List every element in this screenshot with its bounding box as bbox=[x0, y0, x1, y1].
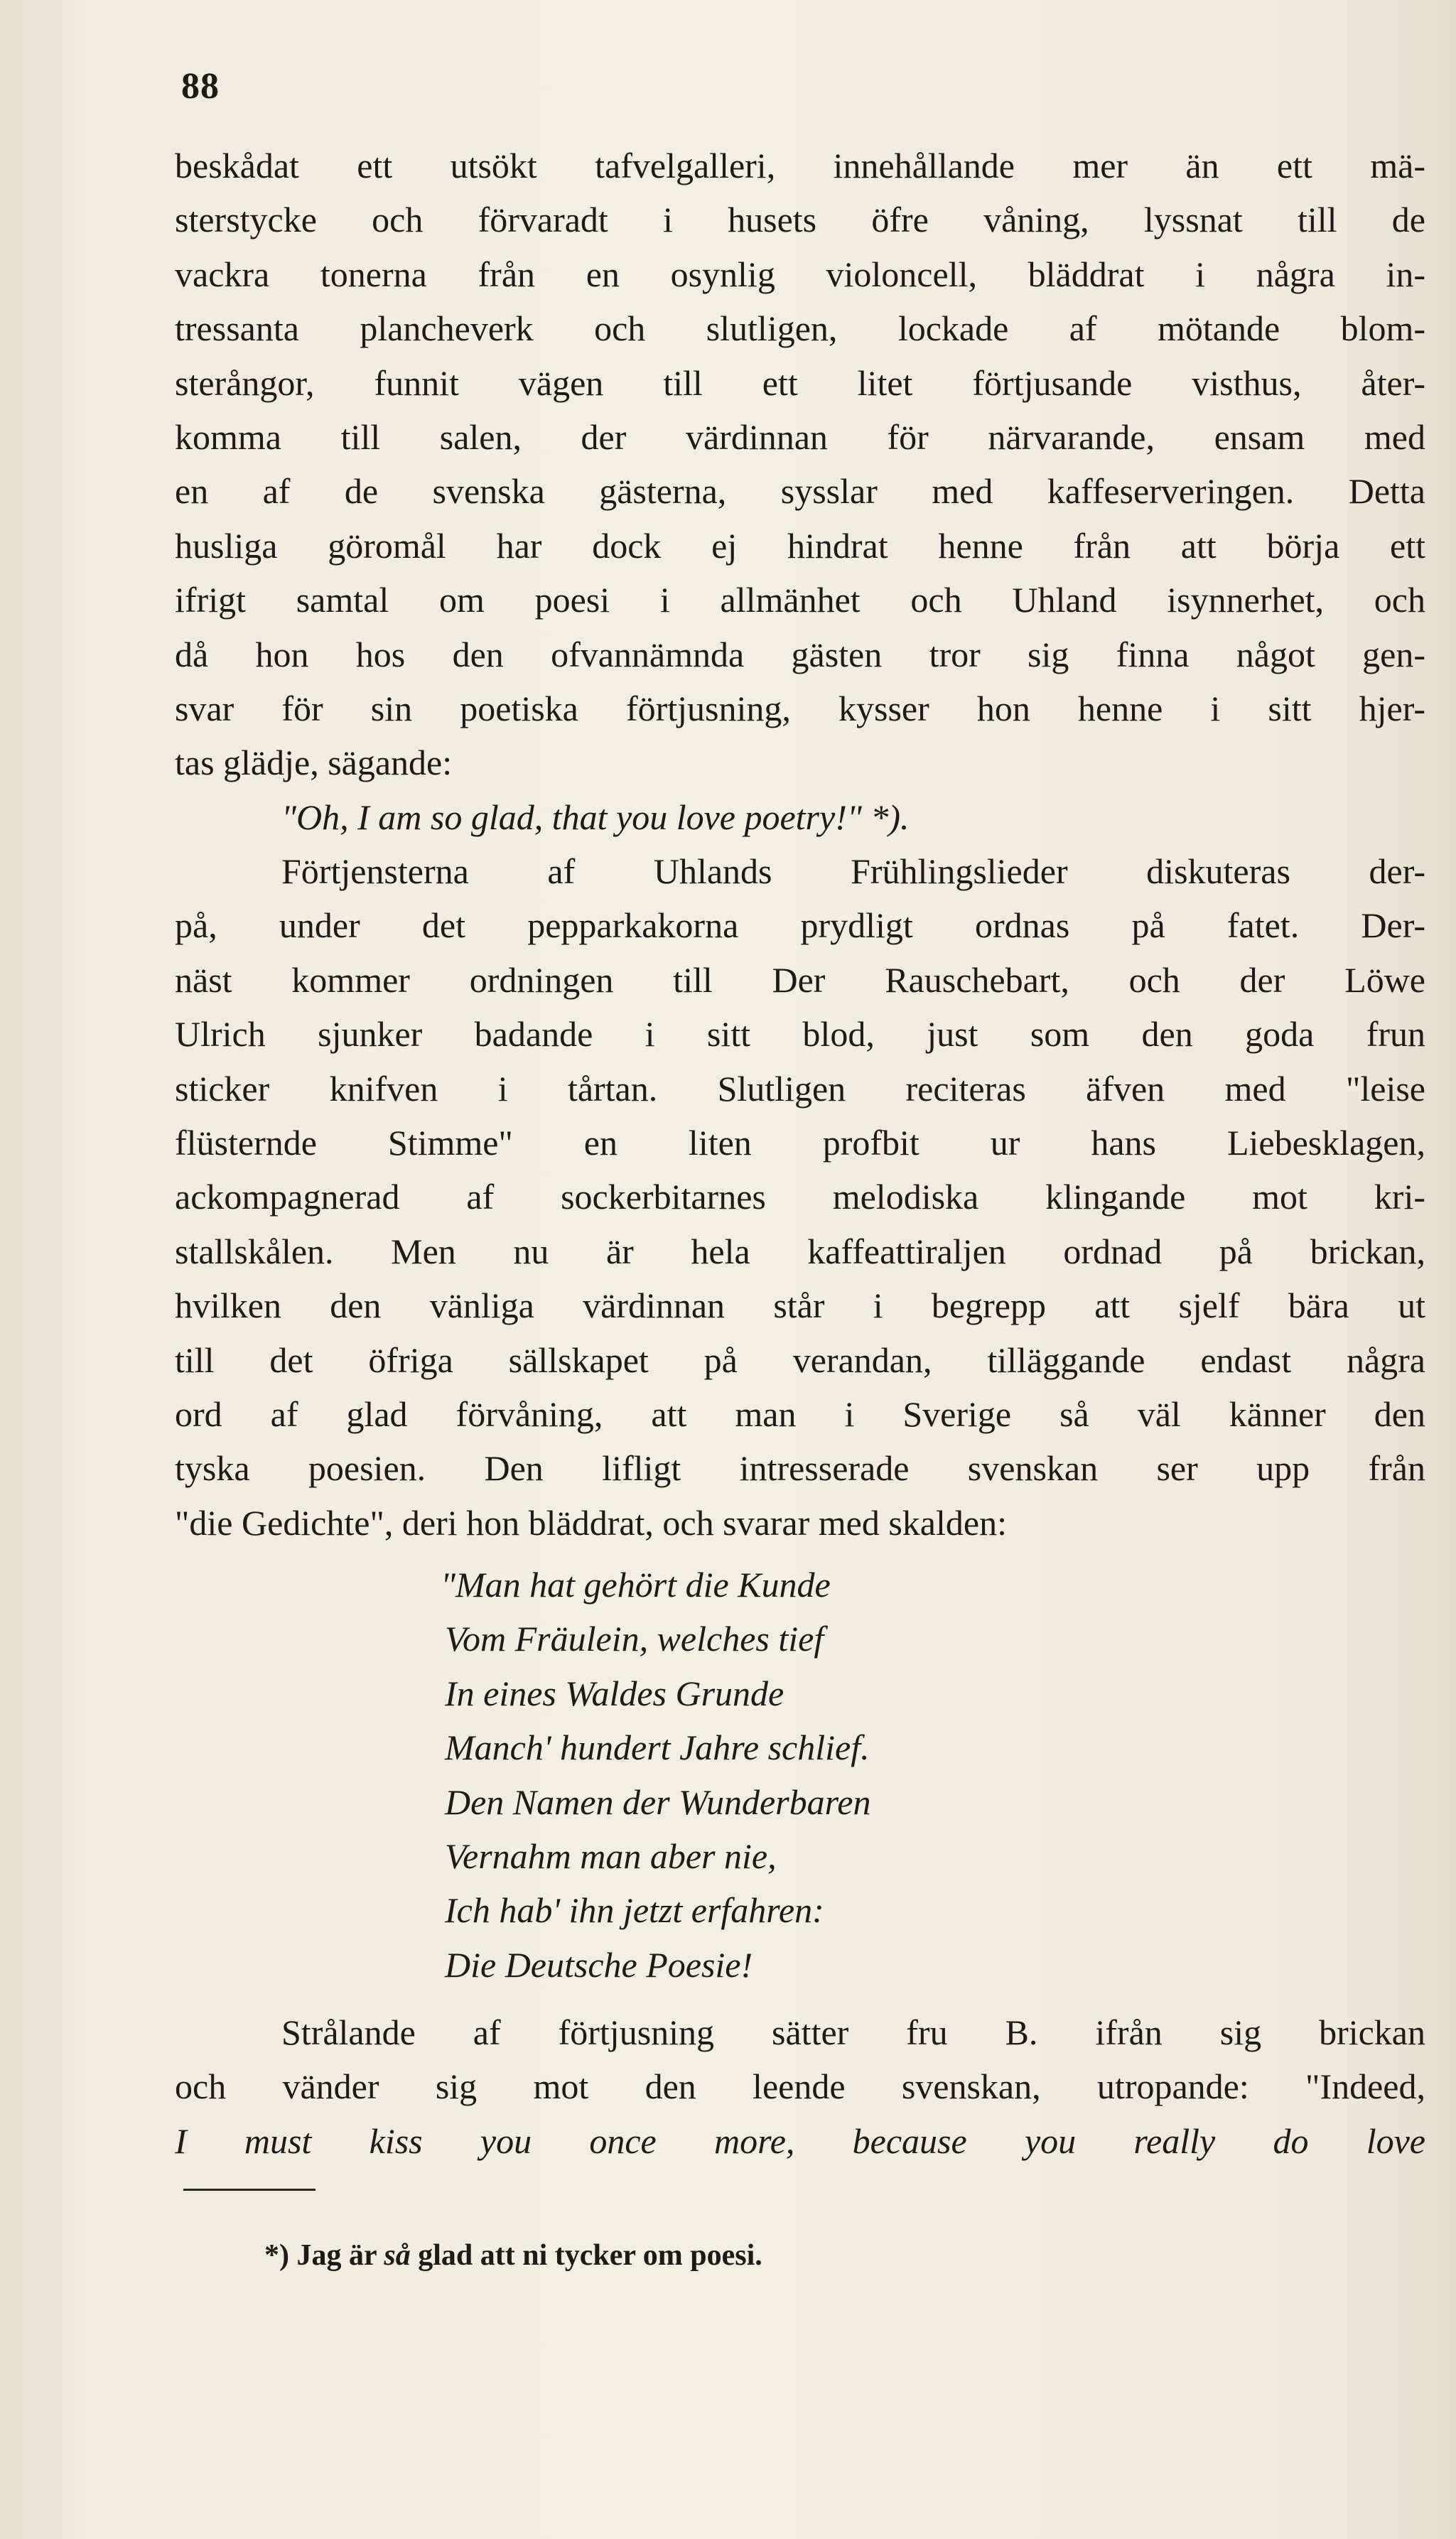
text-line: ord af glad förvåning, att man i Sverige så väl känner den bbox=[175, 1394, 1425, 1434]
poem-line: Ich hab' ihn jetzt erfahren: bbox=[445, 1890, 824, 1931]
text-line: till det öfriga sällskapet på verandan, tilläggande endast några bbox=[175, 1339, 1425, 1380]
text-line: hvilken den vänliga värdinnan står i begrepp att sjelf bära ut bbox=[175, 1285, 1425, 1326]
footnote bbox=[264, 2238, 762, 2273]
poem-line: Vom Fräulein, welches tief bbox=[445, 1619, 824, 1659]
text-line: Strålande af förtjusning sätter fru B. ifrån sig brickan bbox=[281, 2012, 1425, 2052]
text-line: näst kommer ordningen till Der Rauschebart, och der Löwe bbox=[175, 959, 1425, 1000]
text-line: ackompagnerad af sockerbitarnes melodiska klingande mot kri- bbox=[175, 1177, 1425, 1217]
text-line: sterångor, funnit vägen till ett litet förtjusande visthus, åter- bbox=[175, 362, 1425, 403]
footnote-text-end: glad att ni tycker om poesi. bbox=[418, 2239, 762, 2272]
text-line: en af de svenska gästerna, sysslar med kaffeserveringen. Detta bbox=[175, 471, 1425, 512]
poem-line: Die Deutsche Poesie! bbox=[445, 1944, 753, 1985]
poem-line: "Man hat gehört die Kunde bbox=[441, 1565, 831, 1605]
text-line: på, under det pepparkakorna prydligt ordnas på fatet. Der- bbox=[175, 905, 1425, 946]
text-line: "die Gedichte", deri hon bläddrat, och svarar med skalden: bbox=[175, 1502, 1007, 1543]
text-line: Ulrich sjunker badande i sitt blod, just som den goda frun bbox=[175, 1014, 1425, 1055]
text-line: tas glädje, sägande: bbox=[175, 743, 453, 783]
poem-line: Vernahm man aber nie, bbox=[445, 1835, 777, 1876]
text-line: stallskålen. Men nu är hela kaffeattiraljen ordnad på brickan, bbox=[175, 1231, 1425, 1271]
text-line: husliga göromål har dock ej hindrat henne från att börja ett bbox=[175, 525, 1425, 566]
text-line: då hon hos den ofvannämnda gästen tror sig finna något gen- bbox=[175, 634, 1425, 674]
text-line: sterstycke och förvaradt i husets öfre våning, lyssnat till de bbox=[175, 200, 1425, 240]
english-quote: "Oh, I am so glad, that you love poetry!" *). bbox=[281, 797, 910, 837]
text-line: flüsternde Stimme" en liten profbit ur hans Liebesklagen, bbox=[175, 1123, 1425, 1163]
footnote-marker: *) bbox=[264, 2239, 289, 2272]
closing-paragraph bbox=[175, 2005, 1425, 2168]
page-number: 88 bbox=[181, 66, 220, 107]
footnote-divider bbox=[183, 2189, 316, 2191]
text-line: komma till salen, der värdinnan för närvarande, ensam med bbox=[175, 416, 1425, 457]
text-line: Förtjensterna af Uhlands Frühlingslieder diskuteras der- bbox=[281, 851, 1425, 892]
footnote-emphasis: så bbox=[384, 2239, 411, 2272]
text-line: I must kiss you once more, because you really do love bbox=[175, 2120, 1425, 2161]
text-line: beskådat ett utsökt tafvelgalleri, innehållande mer än ett mä- bbox=[175, 146, 1425, 185]
poem-line: In eines Waldes Grunde bbox=[445, 1673, 784, 1713]
footnote-text-start: Jag är bbox=[296, 2239, 377, 2272]
poem-line: Manch' hundert Jahre schlief. bbox=[445, 1727, 870, 1768]
body-paragraph bbox=[175, 139, 1425, 1550]
text-line: svar för sin poetiska förtjusning, kysser hon henne i sitt hjer- bbox=[175, 688, 1425, 728]
poem-line: Den Namen der Wunderbaren bbox=[445, 1781, 871, 1822]
text-line: ifrigt samtal om poesi i allmänhet och Uhland isynnerhet, och bbox=[175, 580, 1425, 620]
text-line: vackra tonerna från en osynlig violoncell, bläddrat i några in- bbox=[175, 254, 1425, 294]
poem-verse bbox=[441, 1558, 870, 1992]
text-line: och vänder sig mot den leende svenskan, utropande: "Indeed, bbox=[175, 2066, 1425, 2107]
text-line: tyska poesien. Den lifligt intresserade svenskan ser upp från bbox=[175, 1448, 1425, 1489]
text-line: tressanta plancheverk och slutligen, lockade af mötande blom- bbox=[175, 308, 1425, 349]
text-line: sticker knifven i tårtan. Slutligen reciteras äfven med "leise bbox=[175, 1068, 1425, 1109]
